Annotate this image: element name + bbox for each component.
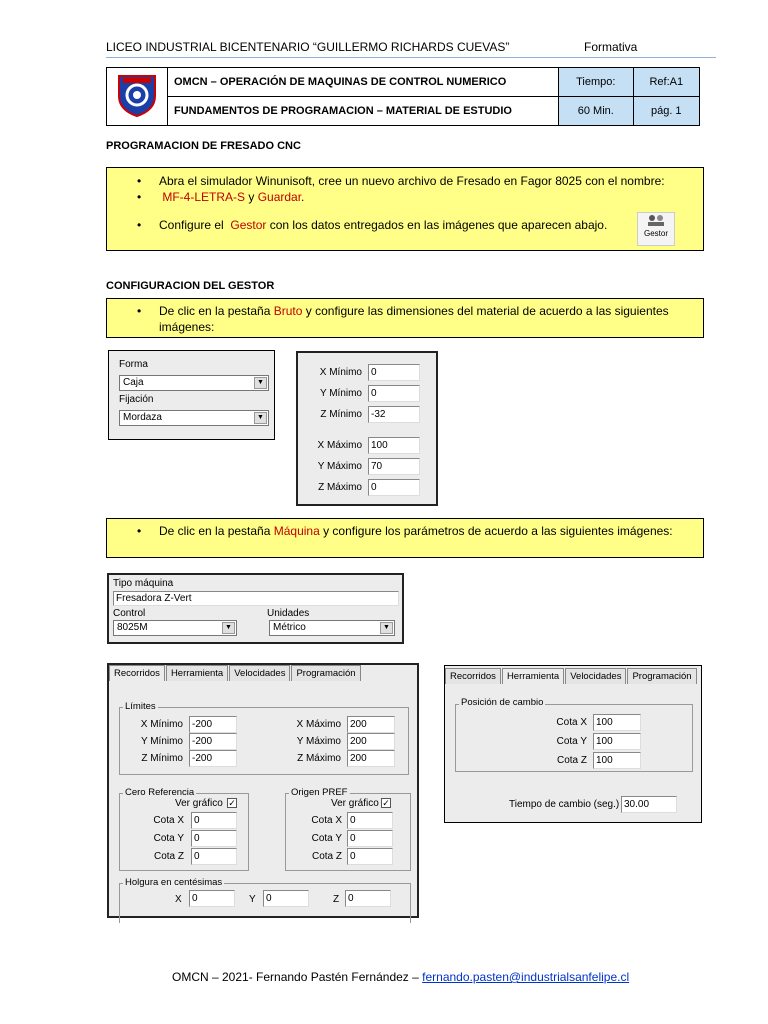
tab-velocidades[interactable]: Velocidades: [565, 668, 626, 684]
section-title-gestor: CONFIGURACION DEL GESTOR: [106, 280, 275, 292]
page-number: pág. 1: [633, 97, 699, 126]
instruction-configure-gestor: • Configure el Gestor con los datos entregados en las imágenes que aparecen abajo.: [159, 217, 703, 233]
rec-xmin-field[interactable]: -200: [189, 716, 237, 733]
cero-cota-z-field[interactable]: 0: [191, 848, 237, 865]
material-title: FUNDAMENTOS DE PROGRAMACION – MATERIAL DE ESTUDIO: [168, 97, 559, 126]
holgura-x-field[interactable]: 0: [189, 890, 235, 907]
chevron-down-icon: ▼: [380, 622, 393, 634]
cero-ver-grafico-checkbox[interactable]: ✓: [228, 798, 236, 808]
school-crest-icon: [115, 72, 159, 118]
bruto-zmin-field[interactable]: -32: [368, 406, 420, 423]
time-label: Tiempo:: [559, 68, 634, 97]
tab-programacion[interactable]: Programación: [627, 668, 696, 684]
xmax-label: X Máximo: [317, 440, 362, 451]
herr-cota-y-field[interactable]: 100: [593, 733, 641, 750]
ymin-label: Y Mínimo: [319, 388, 362, 399]
fijacion-select[interactable]: Mordaza ▼: [119, 410, 269, 426]
zmin-label: Z Mínimo: [320, 409, 362, 420]
xmin-label: X Mínimo: [319, 367, 362, 378]
footer: OMCN – 2021- Fernando Pastén Fernández – fernando.pasten@industrialsanfelipe.cl: [172, 970, 630, 984]
bruto-shape-panel: [108, 350, 275, 440]
holgura-y-field[interactable]: 0: [263, 890, 309, 907]
bruto-xmin-field[interactable]: 0: [368, 364, 420, 381]
tab-recorridos[interactable]: Recorridos: [445, 668, 501, 684]
unidades-label: Unidades: [267, 608, 310, 619]
rec-zmin-field[interactable]: -200: [189, 750, 237, 767]
school-logo: [107, 68, 168, 126]
author-email-link[interactable]: fernando.pasten@industrialsanfelipe.cl: [422, 970, 630, 984]
unidades-select[interactable]: Métrico ▼: [269, 620, 395, 636]
pref-cota-y-field[interactable]: 0: [347, 830, 393, 847]
chevron-down-icon: ▼: [222, 622, 235, 634]
tiempo-cambio-label: Tiempo de cambio (seg.): [509, 799, 620, 810]
pref-cota-z-field[interactable]: 0: [347, 848, 393, 865]
ymax-label: Y Máximo: [317, 461, 362, 472]
gestor-word: Gestor: [230, 218, 267, 232]
school-name: LICEO INDUSTRIAL BICENTENARIO “GUILLERMO RICHARDS CUEVAS”: [106, 40, 510, 54]
cero-cota-y-field[interactable]: 0: [191, 830, 237, 847]
tab-herramienta[interactable]: Herramienta: [502, 668, 564, 684]
bruto-word: Bruto: [273, 304, 303, 318]
tab-herramienta[interactable]: Herramienta: [166, 665, 228, 681]
control-select[interactable]: 8025M ▼: [113, 620, 237, 636]
instruction-maquina: • De clic en la pestaña Máquina y configure los parámetros de acuerdo a las siguientes imágenes:: [159, 523, 703, 539]
bruto-ymax-field[interactable]: 70: [368, 458, 420, 475]
zmax-label: Z Máximo: [318, 482, 362, 493]
herr-cota-x-field[interactable]: 100: [593, 714, 641, 731]
bruto-ymin-field[interactable]: 0: [368, 385, 420, 402]
chevron-down-icon: ▼: [254, 412, 267, 424]
info-table: [106, 67, 700, 126]
fijacion-label: Fijación: [119, 394, 154, 405]
pref-ver-grafico-checkbox[interactable]: ✓: [382, 798, 390, 808]
instruction-name-save: • MF-4-LETRA-S y Guardar.: [159, 189, 703, 205]
tipo-maquina-field[interactable]: Fresadora Z-Vert: [113, 591, 399, 606]
control-label: Control: [113, 608, 146, 619]
herramienta-panel: Recorridos Herramienta Velocidades Programación Posición de cambio Cota X 100 Cota Y 100 Cota Z 100 Tiempo de cambio (seg.) 30.00: [444, 665, 702, 823]
rec-ymin-field[interactable]: -200: [189, 733, 237, 750]
document-type: Formativa: [584, 40, 638, 54]
tab-recorridos[interactable]: Recorridos: [109, 665, 165, 681]
maquina-word: Máquina: [273, 524, 320, 538]
rec-ymax-field[interactable]: 200: [347, 733, 395, 750]
file-name: MF-4-LETRA-S: [162, 190, 246, 204]
origen-pref-title: Origen PREF: [291, 787, 348, 798]
recorridos-tab-bar: [109, 665, 362, 683]
cero-cota-x-field[interactable]: 0: [191, 812, 237, 829]
chevron-down-icon: ▼: [254, 377, 267, 389]
bruto-zmax-field[interactable]: 0: [368, 479, 420, 496]
rec-zmax-field[interactable]: 200: [347, 750, 395, 767]
instructions-box-1: [106, 167, 704, 251]
forma-select[interactable]: Caja ▼: [119, 375, 269, 391]
header-divider: [106, 57, 716, 58]
gestor-icon: [646, 213, 666, 227]
tab-velocidades[interactable]: Velocidades: [229, 665, 290, 681]
bruto-dimensions-panel: [296, 351, 438, 506]
rec-xmax-field[interactable]: 200: [347, 716, 395, 733]
cero-referencia-title: Cero Referencia: [125, 787, 195, 798]
herramienta-tab-bar: [445, 668, 698, 686]
tab-programacion[interactable]: Programación: [291, 665, 360, 681]
tipo-maquina-label: Tipo máquina: [113, 578, 174, 589]
gestor-button[interactable]: Gestor: [637, 212, 675, 246]
section-title-fresado: PROGRAMACION DE FRESADO CNC: [106, 140, 301, 152]
tiempo-cambio-field[interactable]: 30.00: [621, 796, 677, 813]
instructions-box-bruto: [106, 298, 704, 338]
instructions-box-maquina: [106, 518, 704, 558]
save-word: Guardar: [257, 190, 302, 204]
herr-cota-z-field[interactable]: 100: [593, 752, 641, 769]
maquina-panel: [107, 573, 404, 644]
recorridos-panel: Recorridos Herramienta Velocidades Programación Límites X Mínimo -200 Y Mínimo -200 Z Mínimo -200 X Máximo 200 Y Máximo 200 Z Máximo 200 Cero Referencia Ver gráfico ✓ Cota X 0 Cota Y 0 Cota Z 0 Origen PREF Ver gráfico ✓ Cota X 0 Cota Y 0 Cota Z 0 Holgura en centésimas X 0 Y 0 Z 0: [107, 663, 419, 918]
bruto-xmax-field[interactable]: 100: [368, 437, 420, 454]
instruction-bruto: • De clic en la pestaña Bruto y configure las dimensiones del material de acuerdo a las siguientes imágenes:: [159, 303, 703, 335]
instruction-create-file: • Abra el simulador Winunisoft, cree un nuevo archivo de Fresado en Fagor 8025 con el nombre:: [159, 173, 703, 189]
ref-code: Ref:A1: [633, 68, 699, 97]
holgura-title: Holgura en centésimas: [125, 877, 223, 888]
course-title: OMCN – OPERACIÓN DE MAQUINAS DE CONTROL NUMERICO: [168, 68, 559, 97]
time-value: 60 Min.: [559, 97, 634, 126]
holgura-z-field[interactable]: 0: [345, 890, 391, 907]
forma-label: Forma: [119, 359, 148, 370]
limites-title: Límites: [125, 701, 156, 712]
posicion-cambio-title: Posición de cambio: [461, 697, 544, 708]
pref-cota-x-field[interactable]: 0: [347, 812, 393, 829]
